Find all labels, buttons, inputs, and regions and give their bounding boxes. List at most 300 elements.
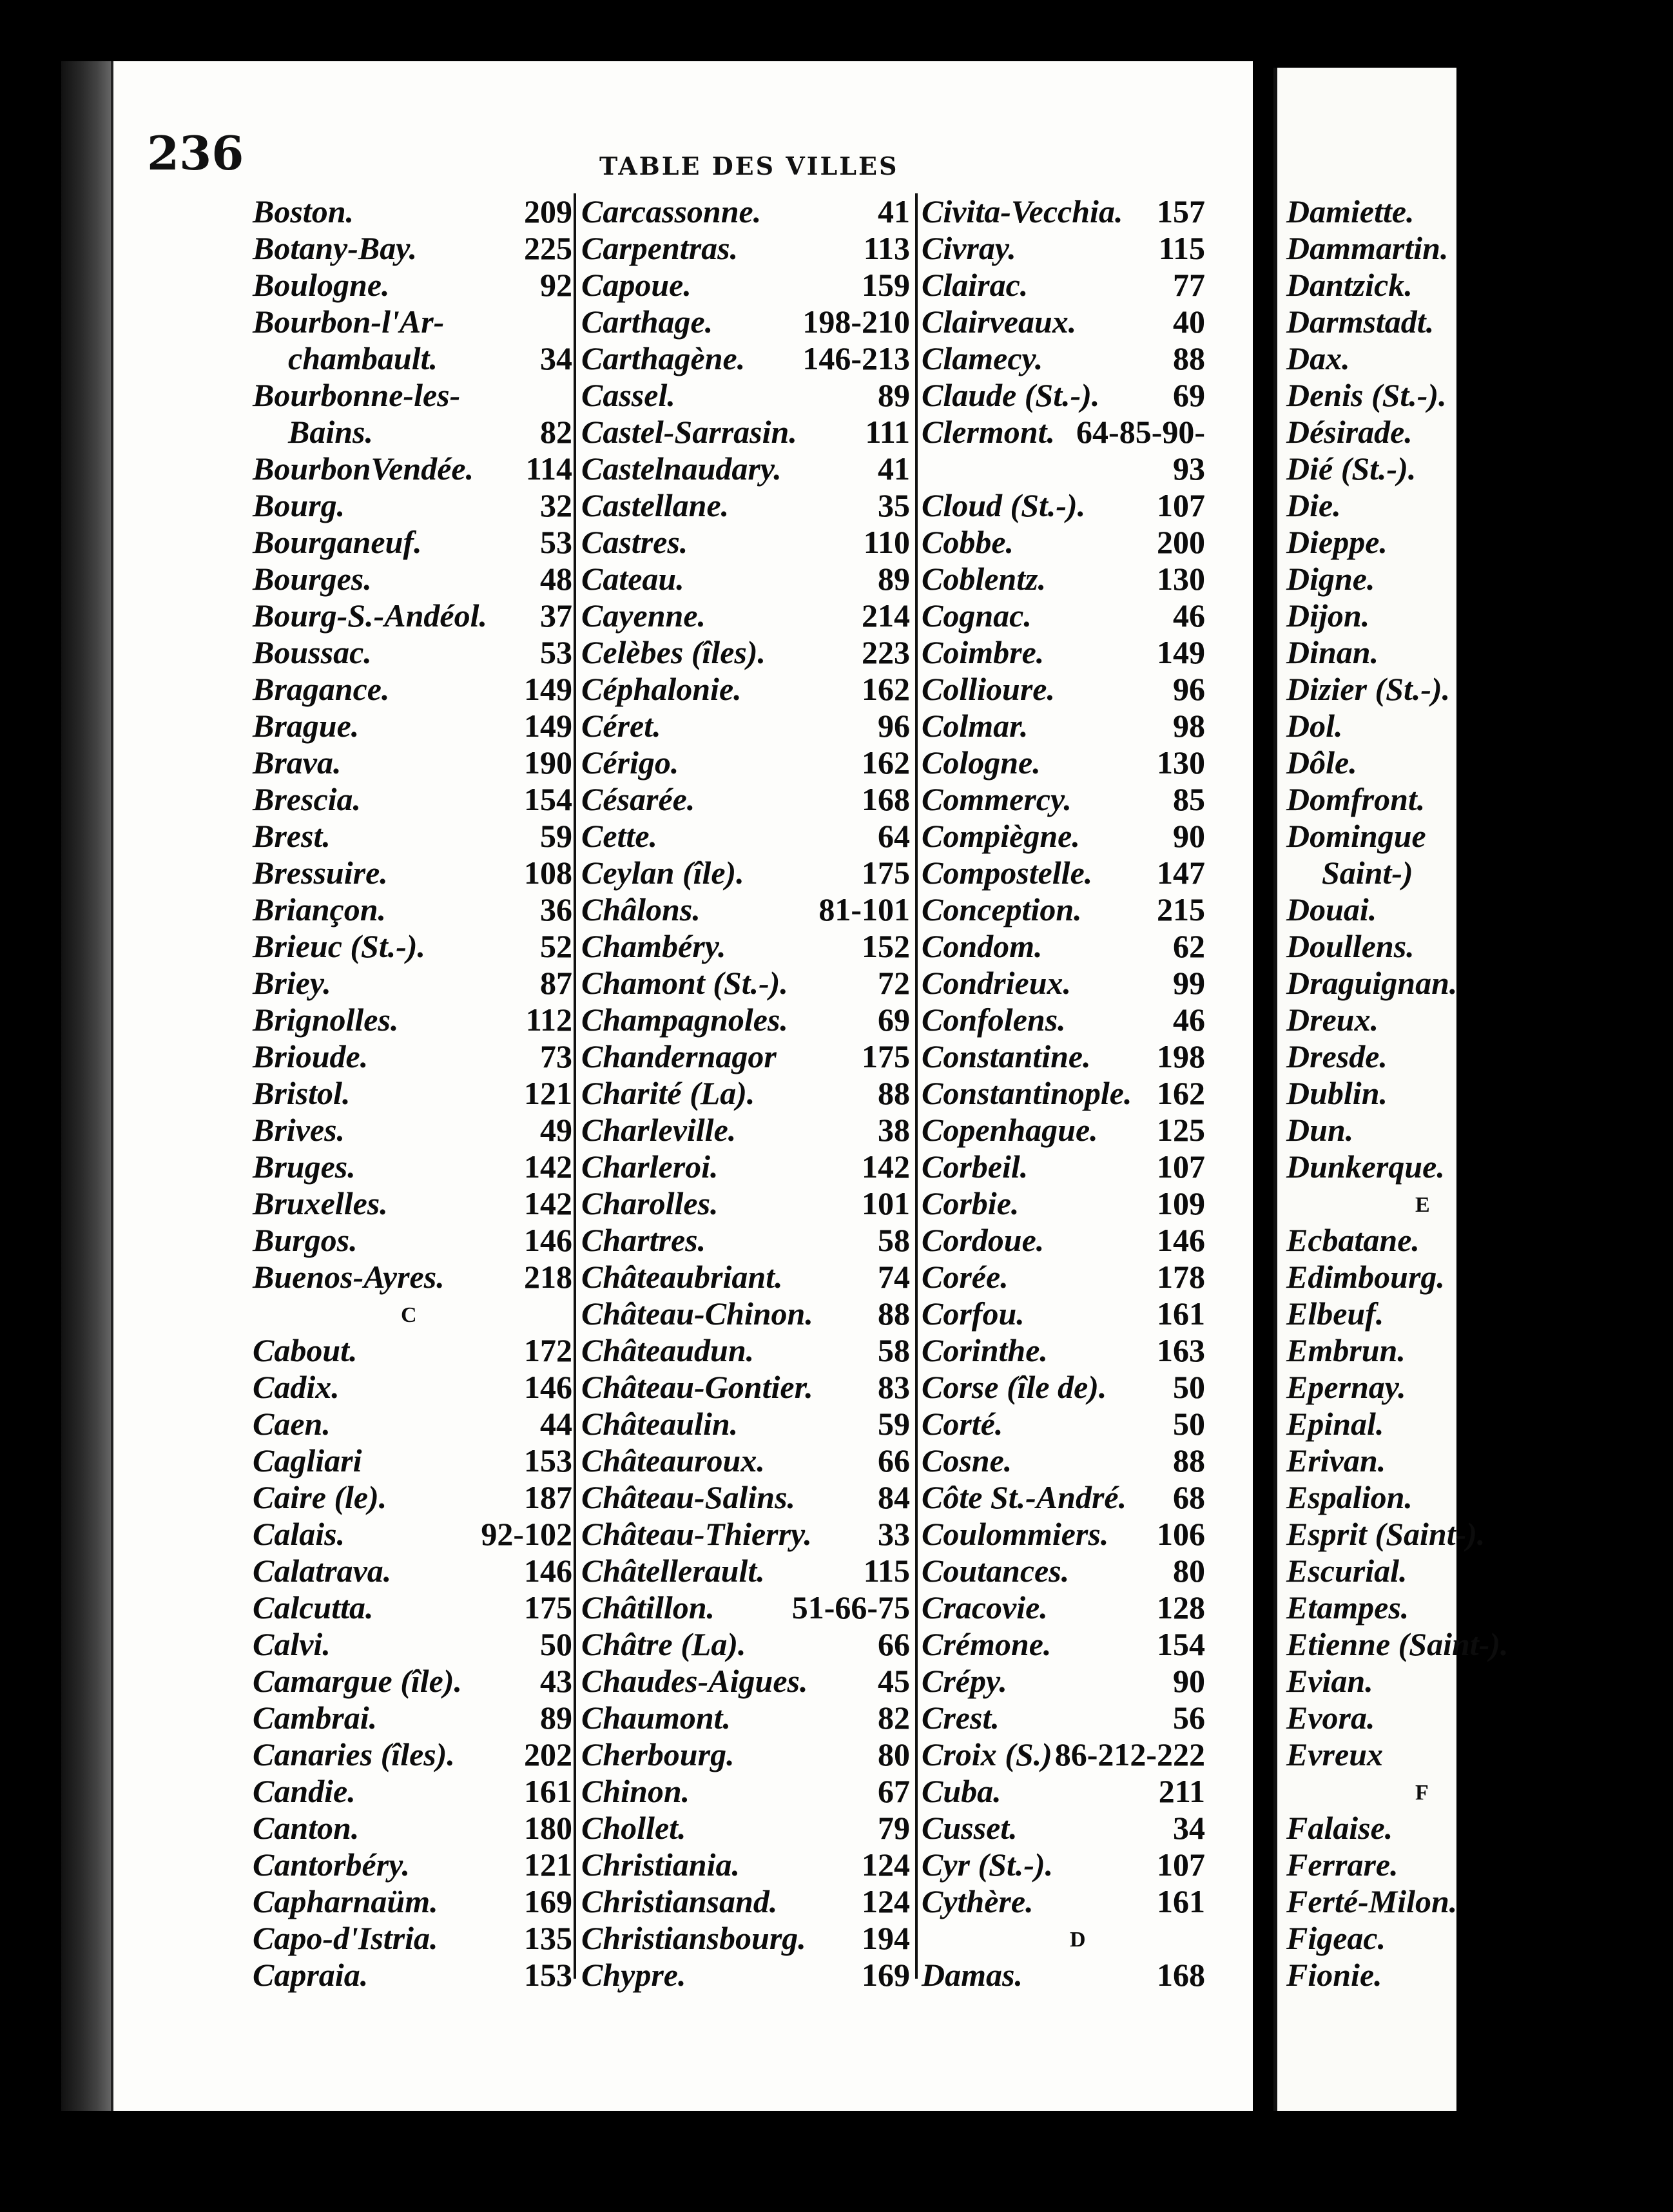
city-name: Canton.	[253, 1810, 360, 1846]
city-name: Draguignan.	[1286, 965, 1458, 1001]
city-name: Cordoue.	[922, 1222, 1045, 1258]
index-entry	[581, 818, 910, 855]
page-reference: 101	[862, 1185, 910, 1221]
index-entry	[922, 304, 1205, 340]
page-reference: 92	[540, 267, 572, 303]
index-entry	[1286, 1222, 1673, 1259]
index-entry	[922, 1442, 1205, 1479]
city-name: Die.	[1286, 487, 1341, 523]
page-reference: 45	[878, 1663, 910, 1699]
index-entry	[581, 1589, 910, 1626]
city-name: Césarée.	[581, 781, 695, 817]
city-name: Cateau.	[581, 561, 684, 597]
page-reference: 68	[1173, 1479, 1205, 1515]
page-reference: 82	[540, 414, 572, 450]
city-name: Capraia.	[253, 1957, 369, 1993]
city-name: Cythère.	[922, 1883, 1034, 1919]
page-reference: 175	[862, 855, 910, 891]
city-name: Dun.	[1286, 1112, 1354, 1148]
city-name: Calvi.	[253, 1626, 331, 1662]
index-entry	[922, 1406, 1205, 1442]
page-reference: 69	[878, 1002, 910, 1038]
index-entry	[253, 1369, 572, 1406]
index-entry	[1286, 1626, 1673, 1663]
index-entry	[253, 708, 572, 744]
index-entry	[253, 1075, 572, 1112]
page-reference: 157	[1157, 193, 1205, 229]
page-reference: 50	[1173, 1369, 1205, 1405]
city-name: Croix (S.)	[922, 1736, 1052, 1772]
index-entry	[922, 1479, 1205, 1516]
city-name: Damiette.	[1286, 193, 1415, 229]
index-entry	[581, 1332, 910, 1369]
index-entry	[922, 1626, 1205, 1663]
page-reference: 58	[878, 1222, 910, 1258]
index-entry	[1286, 1516, 1673, 1553]
index-entry	[253, 1920, 572, 1957]
page-reference: 163	[1157, 1332, 1205, 1368]
index-entry	[1286, 487, 1673, 524]
page-reference: 77	[1173, 267, 1205, 303]
index-entry	[253, 1773, 572, 1810]
city-name: Corbeil.	[922, 1149, 1029, 1185]
index-entry	[922, 1075, 1205, 1112]
index-entry	[253, 1589, 572, 1626]
city-name: Cuba.	[922, 1773, 1001, 1809]
city-name: Colmar.	[922, 708, 1029, 744]
city-name: Elbeuf.	[1286, 1295, 1384, 1332]
index-entry	[253, 377, 572, 414]
index-entry	[1286, 818, 1673, 855]
index-entry	[253, 1442, 572, 1479]
page-reference: 48	[540, 561, 572, 597]
page-reference: 124	[862, 1847, 910, 1883]
index-entry	[253, 1406, 572, 1442]
index-entry	[581, 1810, 910, 1847]
index-entry	[1286, 855, 1673, 891]
index-entry	[581, 1442, 910, 1479]
index-entry	[1286, 1479, 1673, 1516]
city-name: Ceylan (île).	[581, 855, 744, 891]
page-reference: 223	[862, 634, 910, 670]
page-reference: 41	[878, 451, 910, 487]
city-name: Doullens.	[1286, 928, 1415, 964]
city-name: Corfou.	[922, 1295, 1025, 1332]
city-name: Dieppe.	[1286, 524, 1388, 560]
city-name: Brescia.	[253, 781, 362, 817]
city-name: Ferrare.	[1286, 1847, 1398, 1883]
city-name: Chinon.	[581, 1773, 690, 1809]
page-reference: 115	[1158, 230, 1205, 266]
page-reference: 44	[540, 1406, 572, 1442]
index-entry	[253, 1516, 572, 1553]
city-name: Cette.	[581, 818, 658, 854]
index-entry	[922, 1259, 1205, 1295]
index-entry	[1286, 340, 1673, 377]
section-letter: D	[1070, 1928, 1086, 1952]
page-number: 236	[147, 126, 244, 180]
index-entry	[1286, 1883, 1673, 1920]
page-reference: 64	[878, 818, 910, 854]
page-reference: 98	[1173, 708, 1205, 744]
city-name: Cambrai.	[253, 1700, 378, 1736]
page-reference: 53	[540, 634, 572, 670]
index-entry	[581, 708, 910, 744]
index-entry	[922, 744, 1205, 781]
city-name: Chaudes-Aigues.	[581, 1663, 808, 1699]
city-name: Brava.	[253, 744, 342, 781]
page-reference: 209	[524, 193, 572, 229]
index-entry	[922, 377, 1205, 414]
index-entry	[922, 1957, 1205, 1994]
city-name: Copenhague.	[922, 1112, 1098, 1148]
index-entry	[581, 1369, 910, 1406]
page-reference: 161	[1157, 1883, 1205, 1919]
city-name: Carpentras.	[581, 230, 739, 266]
city-name: Dunkerque.	[1286, 1149, 1445, 1185]
page-reference: 114	[525, 451, 572, 487]
city-name: Dammartin.	[1286, 230, 1449, 266]
city-name: Figeac.	[1286, 1920, 1386, 1956]
city-name: Bourg.	[253, 487, 345, 523]
page-reference: 130	[1157, 561, 1205, 597]
city-name: Camargue (île).	[253, 1663, 462, 1699]
city-name: Chandernagor	[581, 1038, 777, 1074]
city-name: Dié (St.-).	[1286, 451, 1417, 487]
city-name: Dresde.	[1286, 1038, 1388, 1074]
page-reference: 161	[1157, 1295, 1205, 1332]
city-name: Boulogne.	[253, 267, 390, 303]
index-entry	[1286, 708, 1673, 744]
index-entry	[1286, 304, 1673, 340]
page-reference: 162	[862, 744, 910, 781]
city-name: Evreux	[1286, 1736, 1383, 1772]
city-name: Corse (île de).	[922, 1369, 1107, 1405]
page-reference: 124	[862, 1883, 910, 1919]
city-name: Burgos.	[253, 1222, 358, 1258]
city-name: Dizier (St.-).	[1286, 671, 1451, 707]
index-entry	[581, 965, 910, 1002]
index-entry	[1286, 230, 1673, 267]
page-reference: 146	[524, 1553, 572, 1589]
city-name: Corée.	[922, 1259, 1009, 1295]
city-name: Bristol.	[253, 1075, 351, 1111]
index-entry	[581, 1883, 910, 1920]
city-name: Brest.	[253, 818, 331, 854]
city-name: Cologne.	[922, 744, 1041, 781]
index-entry	[253, 487, 572, 524]
index-entry	[253, 597, 572, 634]
city-name: Castellane.	[581, 487, 730, 523]
city-name: Canaries (îles).	[253, 1736, 455, 1772]
city-name: Capo-d'Istria.	[253, 1920, 438, 1956]
page-reference: 178	[1157, 1259, 1205, 1295]
city-name: Bourbonne-les-	[253, 377, 461, 413]
index-entry	[253, 1479, 572, 1516]
city-name: Cagliari	[253, 1442, 362, 1479]
page-reference: 121	[524, 1847, 572, 1883]
city-name: Castelnaudary.	[581, 451, 782, 487]
index-entry	[922, 487, 1205, 524]
index-entry	[253, 781, 572, 818]
page-reference: 86-212-222	[1054, 1736, 1205, 1772]
city-name: Epinal.	[1286, 1406, 1384, 1442]
city-name: Fionie.	[1286, 1957, 1382, 1993]
index-entry	[253, 1038, 572, 1075]
index-column-1	[253, 193, 572, 1998]
city-name: Evian.	[1286, 1663, 1373, 1699]
index-entry	[581, 671, 910, 708]
index-entry	[922, 855, 1205, 891]
page-reference: 146	[524, 1369, 572, 1405]
city-name: Saint-)	[1322, 855, 1413, 891]
city-name: Dublin.	[1286, 1075, 1388, 1111]
index-entry	[922, 1589, 1205, 1626]
page-reference: 211	[1158, 1773, 1205, 1809]
index-entry	[922, 230, 1205, 267]
city-name: Crémone.	[922, 1626, 1052, 1662]
city-name: Dijon.	[1286, 597, 1370, 634]
page-reference: 89	[878, 561, 910, 597]
index-entry	[922, 928, 1205, 965]
page-reference: 96	[878, 708, 910, 744]
index-entry	[1286, 1149, 1673, 1185]
index-entry	[1286, 1332, 1673, 1369]
index-entry	[1286, 524, 1673, 561]
index-column-2	[581, 193, 910, 1998]
page-reference: 198-210	[802, 304, 910, 340]
page-reference: 106	[1157, 1516, 1205, 1552]
city-name: Christiania.	[581, 1847, 740, 1883]
page-reference: 125	[1157, 1112, 1205, 1148]
city-name: Celèbes (îles).	[581, 634, 766, 670]
index-entry	[1286, 1920, 1673, 1957]
index-entry	[922, 1553, 1205, 1589]
page-reference: 107	[1157, 487, 1205, 523]
page-reference: 43	[540, 1663, 572, 1699]
page-reference: 99	[1173, 965, 1205, 1001]
index-entry	[581, 414, 910, 451]
city-name: Charité (La).	[581, 1075, 755, 1111]
city-name: Damas.	[922, 1957, 1023, 1993]
index-entry	[581, 1038, 910, 1075]
index-entry	[922, 414, 1205, 451]
index-entry	[1286, 671, 1673, 708]
city-name: Bruxelles.	[253, 1185, 388, 1221]
index-entry	[1286, 634, 1673, 671]
city-name: Erivan.	[1286, 1442, 1386, 1479]
city-name: Caen.	[253, 1406, 331, 1442]
index-entry	[1286, 1553, 1673, 1589]
page-reference: 162	[1157, 1075, 1205, 1111]
page-reference: 152	[862, 928, 910, 964]
index-entry	[253, 891, 572, 928]
city-name: Chaumont.	[581, 1700, 731, 1736]
city-name: Châtillon.	[581, 1589, 715, 1625]
city-name: Constantinople.	[922, 1075, 1132, 1111]
index-entry	[1286, 414, 1673, 451]
city-name: Cadix.	[253, 1369, 340, 1405]
city-name: Bourbon-l'Ar-	[253, 304, 445, 340]
city-name: Capharnaüm.	[253, 1883, 438, 1919]
city-name: Clairac.	[922, 267, 1029, 303]
city-name: Bruges.	[253, 1149, 356, 1185]
index-entry	[581, 1553, 910, 1589]
page-reference: 64-85-90-	[1076, 414, 1205, 450]
page-reference: 66	[878, 1626, 910, 1662]
city-name: Ecbatane.	[1286, 1222, 1420, 1258]
page-reference: 37	[540, 597, 572, 634]
city-name: Brives.	[253, 1112, 345, 1148]
page-reference: 67	[878, 1773, 910, 1809]
city-name: Carthage.	[581, 304, 713, 340]
index-entry	[253, 193, 572, 230]
city-name: Cherbourg.	[581, 1736, 735, 1772]
city-name: Domingue	[1286, 818, 1426, 854]
index-entry	[581, 855, 910, 891]
page-reference: 194	[862, 1920, 910, 1956]
index-entry	[253, 267, 572, 304]
index-entry	[253, 340, 572, 377]
page-reference: 33	[878, 1516, 910, 1552]
city-name: Chypre.	[581, 1957, 686, 1993]
index-entry	[922, 1736, 1205, 1773]
section-letter: E	[1415, 1193, 1430, 1217]
index-entry	[922, 818, 1205, 855]
city-name: Châteauroux.	[581, 1442, 765, 1479]
index-entry	[922, 1295, 1205, 1332]
city-name: Dol.	[1286, 708, 1343, 744]
city-name: Collioure.	[922, 671, 1055, 707]
index-entry	[1286, 891, 1673, 928]
book-spine-shadow	[61, 61, 113, 2111]
section-letter: C	[401, 1303, 417, 1327]
city-name: Falaise.	[1286, 1810, 1393, 1846]
index-entry	[253, 965, 572, 1002]
city-name: Cloud (St.-).	[922, 487, 1086, 523]
index-entry	[581, 1736, 910, 1773]
page-reference: 92-102	[481, 1516, 572, 1552]
page-reference: 113	[863, 230, 910, 266]
index-entry	[922, 1185, 1205, 1222]
city-name: Château-Gontier.	[581, 1369, 813, 1405]
city-name: Condom.	[922, 928, 1043, 964]
city-name: Carthagène.	[581, 340, 746, 376]
page-reference: 202	[524, 1736, 572, 1772]
city-name: Château-Thierry.	[581, 1516, 812, 1552]
city-name: Clermont.	[922, 414, 1055, 450]
city-name: Cassel.	[581, 377, 675, 413]
city-name: Botany-Bay.	[253, 230, 418, 266]
city-name: Charleroi.	[581, 1149, 719, 1185]
city-name: Corté.	[922, 1406, 1003, 1442]
page-reference: 146	[1157, 1222, 1205, 1258]
index-entry	[253, 744, 572, 781]
index-entry	[253, 1957, 572, 1994]
section-letter: F	[1415, 1781, 1429, 1805]
city-name: Dreux.	[1286, 1002, 1379, 1038]
index-entry	[581, 1259, 910, 1295]
index-entry	[581, 891, 910, 928]
page-reference: 159	[862, 267, 910, 303]
page-reference: 172	[524, 1332, 572, 1368]
city-name: Châtre (La).	[581, 1626, 746, 1662]
index-entry	[581, 1957, 910, 1994]
index-entry	[581, 1773, 910, 1810]
city-name: Coblentz.	[922, 561, 1047, 597]
city-name: Chollet.	[581, 1810, 686, 1846]
index-entry	[581, 1185, 910, 1222]
index-column-4	[1286, 193, 1673, 1998]
page-reference: 107	[1157, 1149, 1205, 1185]
index-entry	[1286, 965, 1673, 1002]
city-name: Domfront.	[1286, 781, 1426, 817]
page-reference: 111	[865, 414, 910, 450]
index-entry	[1286, 744, 1673, 781]
page-reference: 50	[540, 1626, 572, 1662]
city-name: Castres.	[581, 524, 688, 560]
index-entry	[581, 1920, 910, 1957]
page-reference: 128	[1157, 1589, 1205, 1625]
index-entry	[922, 781, 1205, 818]
page-reference: 41	[878, 193, 910, 229]
city-name: Compostelle.	[922, 855, 1093, 891]
index-entry	[1286, 1038, 1673, 1075]
page-reference: 59	[878, 1406, 910, 1442]
facing-page-edge	[1273, 68, 1509, 2111]
page-reference: 108	[524, 855, 572, 891]
page-reference: 87	[540, 965, 572, 1001]
city-name: Bourges.	[253, 561, 372, 597]
city-name: Compiègne.	[922, 818, 1080, 854]
page-reference: 161	[524, 1773, 572, 1809]
page-reference: 96	[1173, 671, 1205, 707]
page-reference: 146	[524, 1222, 572, 1258]
page-reference: 90	[1173, 1663, 1205, 1699]
index-entry	[581, 781, 910, 818]
page-reference: 72	[878, 965, 910, 1001]
city-name: Douai.	[1286, 891, 1377, 927]
city-name: Chamont (St.-).	[581, 965, 788, 1001]
page-reference: 142	[524, 1185, 572, 1221]
index-entry	[253, 1002, 572, 1038]
index-entry	[922, 1810, 1205, 1847]
index-entry	[253, 230, 572, 267]
city-name: BourbonVendée.	[253, 451, 474, 487]
city-name: Brignolles.	[253, 1002, 399, 1038]
index-entry	[253, 451, 572, 487]
page-reference: 218	[524, 1259, 572, 1295]
page-reference: 46	[1173, 597, 1205, 634]
page-reference: 88	[1173, 1442, 1205, 1479]
page-reference: 180	[524, 1810, 572, 1846]
city-name: Châteaulin.	[581, 1406, 739, 1442]
index-column-3	[922, 193, 1205, 1998]
city-name: Darmstadt.	[1286, 304, 1435, 340]
page-reference: 149	[1157, 634, 1205, 670]
index-entry	[922, 340, 1205, 377]
page-reference: 190	[524, 744, 572, 781]
index-entry	[922, 1332, 1205, 1369]
page-reference: 200	[1157, 524, 1205, 560]
city-name: Briançon.	[253, 891, 387, 927]
page-reference: 142	[524, 1149, 572, 1185]
page-reference: 83	[878, 1369, 910, 1405]
index-entry	[581, 634, 910, 671]
page-reference: 162	[862, 671, 910, 707]
city-name: Château-Salins.	[581, 1479, 796, 1515]
index-entry	[922, 1149, 1205, 1185]
